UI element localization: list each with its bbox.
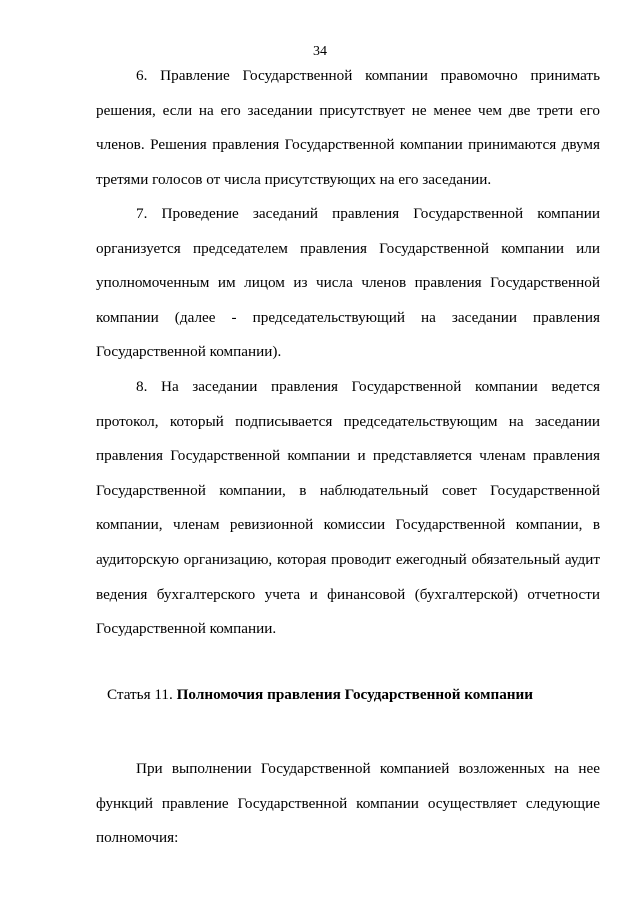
page-number: 34	[313, 44, 327, 59]
closing-paragraph: При выполнении Государственной компанией возложенных на нее функций правление Государственной компании осуществляет следующие полномочия:	[96, 760, 600, 847]
paragraph-8: 8. На заседании правления Государственной компании ведется протокол, который подписывается председательствующим на заседании правления Государственной компании и представляется членам правления Государственной компании, в наблюдательный совет Государственной компании, членам ревизионной комиссии Государственной компании, в аудиторскую организацию, которая проводит ежегодный обязательный аудит ведения бухгалтерского учета и финансовой (бухгалтерской) отчетности Государственной компании.	[96, 378, 600, 638]
article-heading	[0, 685, 640, 705]
paragraph-6: 6. Правление Государственной компании правомочно принимать решения, если на его заседании присутствует не менее чем две трети его членов. Решения правления Государственной компании принимаются двумя третями голосов от числа присутствующих на его заседании.	[96, 67, 600, 188]
article-title: Полномочия правления Государственной компании	[176, 686, 534, 703]
article-number: Статья 11.	[106, 686, 173, 703]
paragraph-7: 7. Проведение заседаний правления Государственной компании организуется председателем правления Государственной компании или уполномоченным им лицом из числа членов правления Государственной компании (далее - председательствующий на заседании правления Государственной компании).	[96, 205, 600, 361]
